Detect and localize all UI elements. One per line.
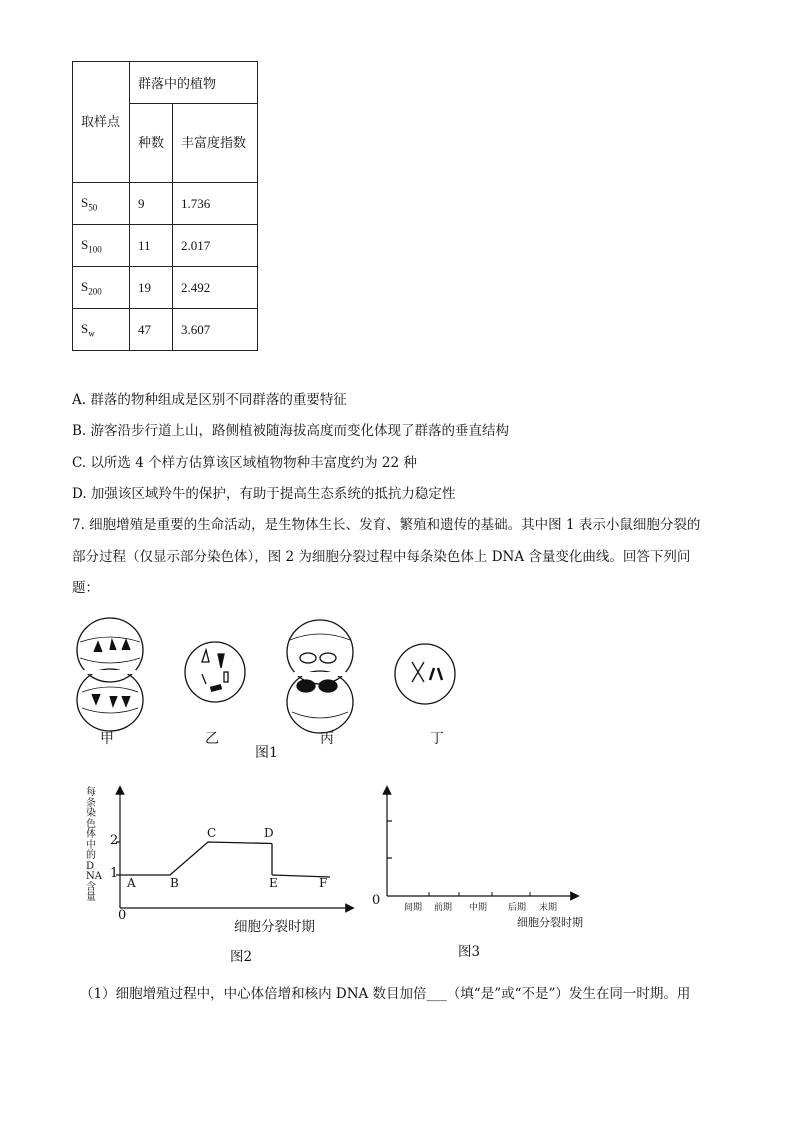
index-cell: 2.492 [173,267,258,309]
point-label-d: D [264,826,274,840]
label-yi: 乙 [205,731,219,747]
species-cell: 9 [130,183,173,225]
site-cell: $S_{50}$ [73,183,130,225]
option-b: B. 游客沿步行道上山，路侧植被随海拔高度而变化体现了群落的垂直结构 [72,423,510,439]
cell-ding [395,644,455,704]
index-cell: 1.736 [173,183,258,225]
y-tick-label-1: 1 [110,866,119,881]
site-cell: $S_{200}$ [73,267,130,309]
figure2-caption: 图2 [230,949,253,965]
point-label-f: F [319,876,328,890]
figure1-caption: 图1 [255,745,278,761]
y-tick-label-2: 2 [110,833,119,848]
figure2-origin: 0 [118,908,127,923]
label-jia: 甲 [100,731,114,747]
species-cell: 47 [130,309,173,351]
option-d: D. 加强该区域羚牛的保护，有助于提高生态系统的抵抗力稳定性 [72,486,456,502]
site-cell: $S_{100}$ [73,225,130,267]
phase-label: 后期 [508,903,527,913]
figure3-xlabel: 细胞分裂时期 [517,916,583,929]
question7-line2: 部分过程（仅显示部分染色体），图 2 为细胞分裂过程中每条染色体上 DNA 含量变化曲线。回答下列问 [72,549,691,565]
figure2-xlabel: 细胞分裂时期 [234,919,315,935]
figure3-origin: 0 [372,893,381,908]
table-row [73,225,258,267]
label-ding: 丁 [430,731,444,747]
cell-jia [70,612,170,731]
phase-label: 中期 [469,903,488,913]
table-row [73,309,258,351]
header-sampling-site: 取样点 [73,62,130,183]
cell-bing [287,620,353,733]
point-label-b: B [170,876,179,890]
point-label-a: A [127,876,136,890]
figure3-chart [370,784,610,904]
point-label-c: C [207,826,217,840]
phase-label: 前期 [434,903,453,913]
option-c: C. 以所选 4 个样方估算该区域植物物种丰富度约为 22 种 [72,455,417,471]
label-bing: 丙 [320,731,334,747]
header-richness-index: 丰富度指数 [173,104,258,183]
header-plants-in-community: 群落中的植物 [130,62,258,104]
table-row [73,267,258,309]
index-cell: 3.607 [173,309,258,351]
phase-label: 间期 [404,903,423,913]
question7-line1: 7. 细胞增殖是重要的生命活动，是生物体生长、发育、繁殖和遗传的基础。其中图 1 表示小鼠细胞分裂的 [72,517,701,533]
sub-question-1: （1）细胞增殖过程中，中心体倍增和核内 DNA 数目加倍___（填“是”或“不是”）发生在同一时期。用 [80,986,691,1002]
cell-yi [185,642,245,702]
figure2-ylabel: 每条染色体中的DNA含量 [86,787,102,903]
question7-line3: 题： [72,580,99,596]
header-species-count: 种数 [130,104,173,183]
table-row [73,183,258,225]
option-a: A. 群落的物种组成是区别不同群落的重要特征 [72,392,347,408]
species-cell: 19 [130,267,173,309]
index-cell: 2.017 [173,225,258,267]
site-cell: $S_w$ [73,309,130,351]
figure3-caption: 图3 [458,944,481,960]
phase-label: 末期 [539,903,558,913]
sampling-table [72,61,258,351]
point-label-e: E [269,876,278,890]
species-cell: 11 [130,225,173,267]
dna-content-line [120,842,272,875]
figure1-cells [70,612,470,762]
